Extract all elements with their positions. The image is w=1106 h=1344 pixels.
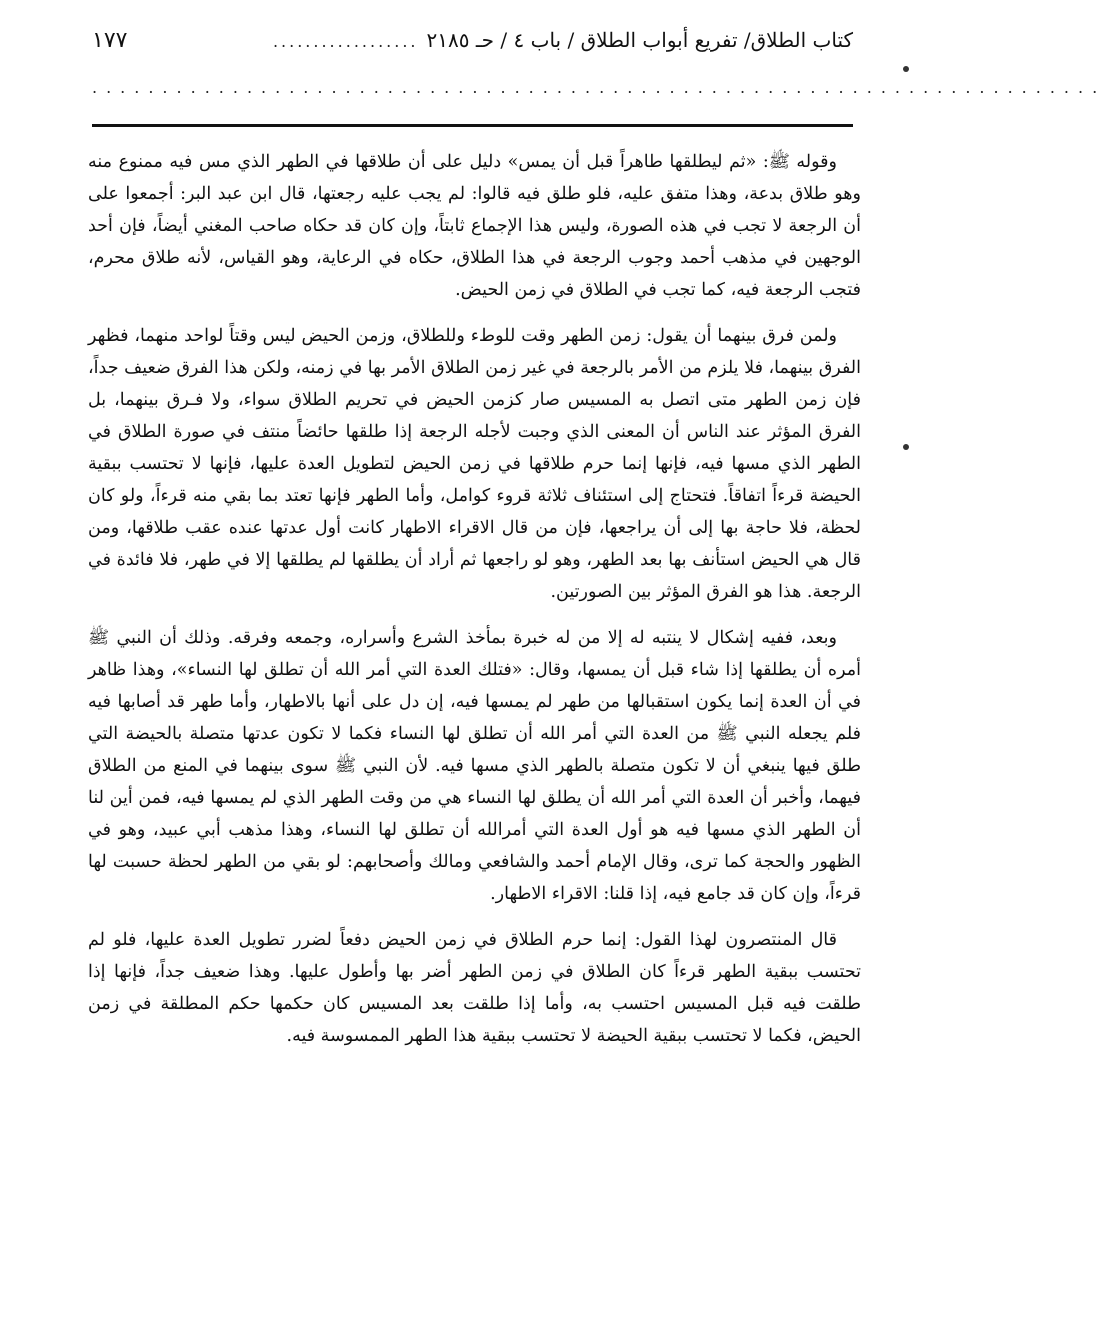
dotted-separator: ........................................................................ [92, 78, 1106, 97]
running-header [92, 28, 853, 53]
header-rule [92, 124, 853, 127]
body-text [88, 146, 861, 1066]
margin-mark [903, 444, 909, 450]
paragraph: ولمن فرق بينهما أن يقول: زمن الطهر وقت للوطء وللطلاق، وزمن الحيض ليس وقتاً لواحد منهما، فظهر الفرق بينهما، فلا يلزم من الأمر بالرجعة في غير زمن الطلاق الأمر بها في زمنه، ولكن هذا الفرق ضعيف جداً، فإن زمن الطهر متى اتصل به المسيس صار كزمن الحيض في تحريم الطلاق سواء، ولا فـرق بينهما، بل الفرق المؤثر عند الناس أن المعنى الذي وجبت لأجله الرجعة إذا طلقها حائضاً منتف في صورة الطلاق في الطهر الذي مسها فيه، فإنها إنما حرم طلاقها في زمن الحيض لتطويل العدة عليها، فإنها لا تحتسب ببقية الحيضة قرءاً اتفاقاً. فتحتاج إلى استئناف ثلاثة قروء كوامل، وأما الطهر فإنها تعتد بما بقي منه قرءاً، ولو كان لحظة، فلا حاجة بها إلى أن يراجعها، فإن من قال الاقراء الاطهار كانت أول عدتها عنده عقب طلاقها، ومن قال هي الحيض استأنف بها بعد الطهر، وهو لو راجعها ثم أراد أن يطلقها لم يطلقها إلا في طهر، فلا فائدة في الرجعة. هذا هو الفرق المؤثر بين الصورتين. [88, 326, 861, 602]
header-leader-dots: .................. [272, 32, 419, 51]
header-title: كتاب الطلاق/ تفريع أبواب الطلاق / باب ٤ / حـ ٢١٨٥ [426, 28, 853, 52]
paragraph: وبعد، ففيه إشكال لا ينتبه له إلا من له خبرة بمأخذ الشرع وأسراره، وجمعه وفرقه. وذلك أن النبي ﷺ أمره أن يطلقها إذا شاء قبل أن يمسها، وقال: «فتلك العدة التي أمر الله أن تطلق لها النساء»، وهذا ظاهر في أن العدة إنما يكون استقبالها من طهر لم يمسها فيه، إن دل على أنها بالاطهار، وأما طهر قد أصابها فيه فلم يجعله النبي ﷺ من العدة التي أمر الله أن تطلق لها النساء فكما لا تكون عدتها متصلة بالحيضة التي طلق فيها ينبغي أن لا تكون متصلة بالطهر الذي مسها فيه. لأن النبي ﷺ سوى بينهما في المنع من الطلاق فيهما، وأخبر أن العدة التي أمر الله أن يطلق لها النساء هي من وقت الطهر الذي لم يمسها فيه، فمن أين لنا أن الطهر الذي مسها فيه هو أول العدة التي أمرالله أن تطلق لها النساء، وهذا مذهب أبي عبيد، وهو في الظهور والحجة كما ترى، وقال الإمام أحمد والشافعي ومالك وأصحابهم: لو بقي من الطهر لحظة حسبت لها قرءاً، وإن كان قد جامع فيه، إذا قلنا: الاقراء الاطهار. [88, 628, 861, 904]
margin-mark [903, 66, 909, 72]
page-number: ١٧٧ [92, 28, 128, 53]
paragraph: قال المنتصرون لهذا القول: إنما حرم الطلاق في زمن الحيض دفعاً لضرر تطويل العدة عليها، فلو لم تحتسب ببقية الطهر قرءاً كان الطلاق في زمن الطهر أضر بها وأطول عليها. وهذا ضعيف جداً، فإنها إذا طلقت فيه قبل المسيس احتسب به، وأما إذا طلقت بعد المسيس كان حكمها حكم المطلقة في زمن الحيض، فكما لا تحتسب ببقية الحيضة لا تحتسب ببقية هذا الطهر الممسوسة فيه. [88, 930, 861, 1046]
paragraph: وقوله ﷺ: «ثم ليطلقها طاهراً قبل أن يمس» دليل على أن طلاقها في الطهر الذي مس فيه ممنوع منه وهو طلاق بدعة، وهذا متفق عليه، فلو طلق فيه قالوا: لم يجب عليه رجعتها، قال ابن عبد البر: أجمعوا على أن الرجعة لا تجب في هذه الصورة، وليس هذا الإجماع ثابتاً، وإن كان قد حكاه صاحب المغني أيضاً، فإن أحد الوجهين في مذهب أحمد وجوب الرجعة في هذا الطلاق، حكاه في الرعاية، وهو القياس، لأنه طلاق محرم، فتجب الرجعة فيه، كما تجب في الطلاق في زمن الحيض. [88, 152, 861, 300]
